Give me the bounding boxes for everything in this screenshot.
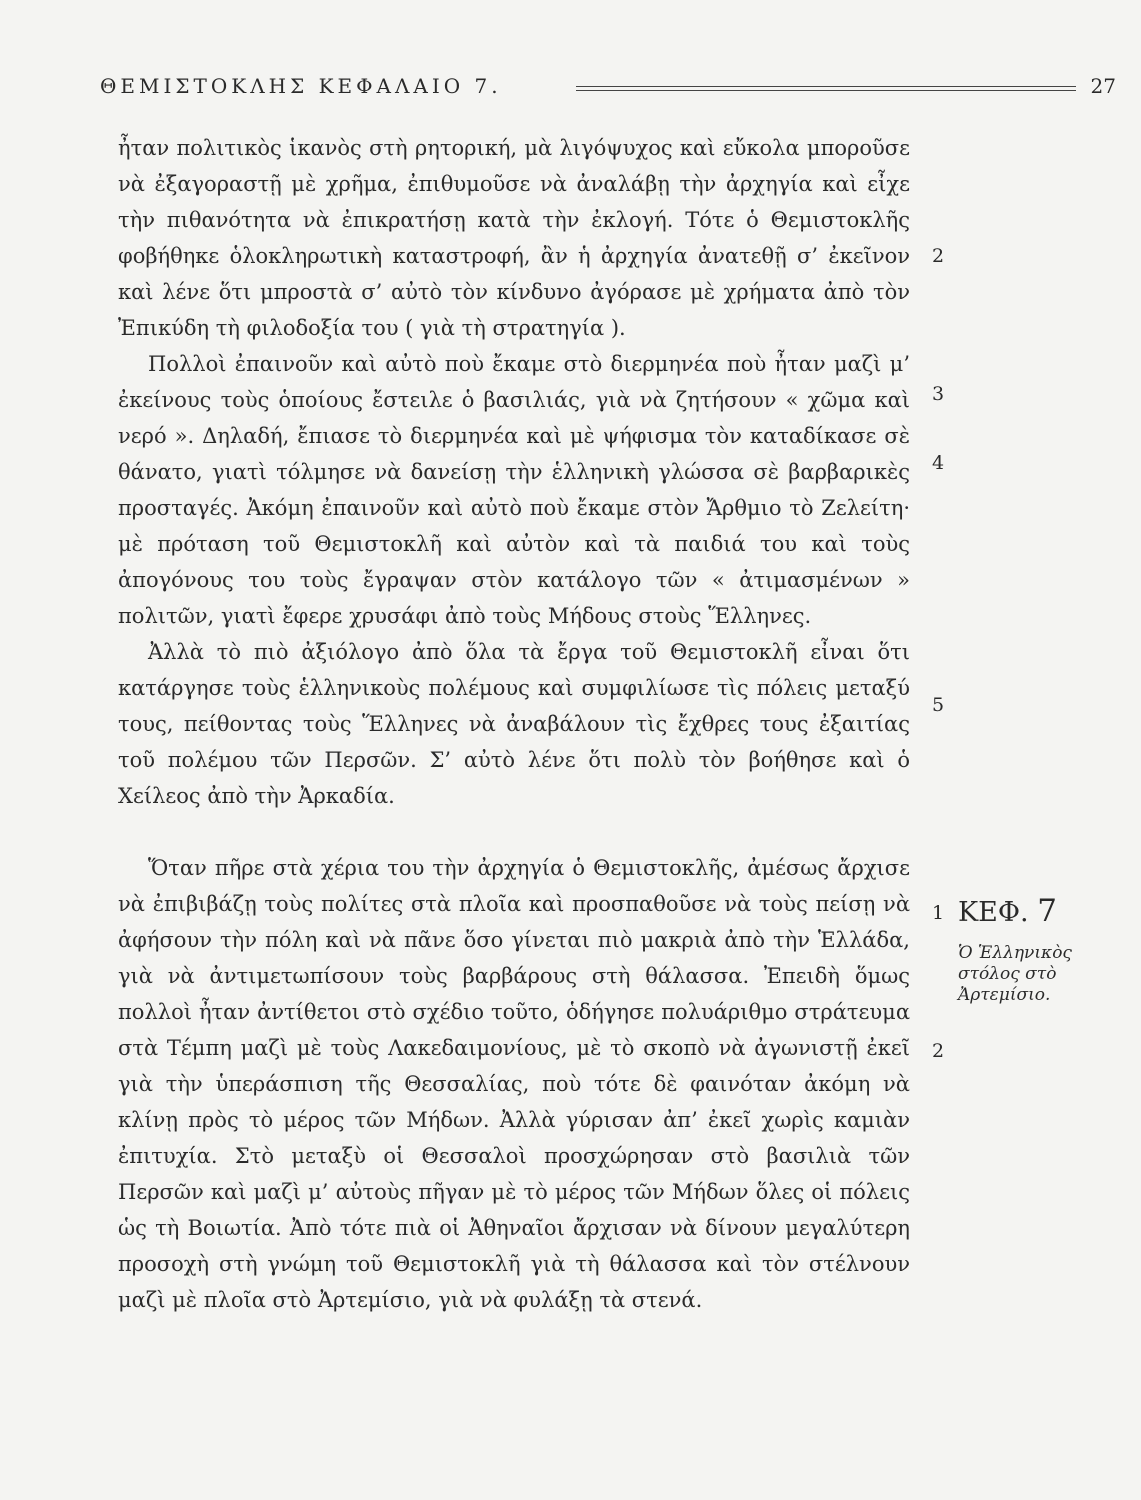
running-head: ΘΕΜΙΣΤΟΚΛΗΣ ΚΕΦΑΛΑΙΟ 7. (100, 74, 502, 98)
main-text (118, 130, 910, 1318)
chapter-label (958, 893, 1128, 929)
chapter-side-heading (958, 893, 1128, 1006)
paragraph: Πολλοὶ ἐπαινοῦν καὶ αὐτὸ ποὺ ἔκαμε στὸ διερμηνέα ποὺ ἦταν μαζὶ μ’ ἐκείνους τοὺς ὁποίους ἔστειλε ὁ βασιλιάς, γιὰ νὰ ζητήσουν « χῶμα καὶ νερό ». Δηλαδή, ἔπιασε τὸ διερμηνέα καὶ μὲ ψήφισμα τὸν καταδίκασε σὲ θάνατο, γιατὶ τόλμησε νὰ δανείσῃ τὴν ἑλληνικὴ γλώσσα σὲ βαρβαρικὲς προσταγές. Ἀκόμη ἐπαινοῦν καὶ αὐτὸ ποὺ ἔκαμε στὸν Ἄρθμιο τὸ Ζελείτη· μὲ πρόταση τοῦ Θεμιστοκλῆ καὶ αὐτὸν καὶ τὰ παιδιά του καὶ τοὺς ἀπογόνους του τοὺς ἔγραψαν στὸν κατάλογο τῶν « ἀτιμασμένων » πολιτῶν, γιατὶ ἔφερε χρυσάφι ἀπὸ τοὺς Μήδους στοὺς Ἕλληνες. (118, 352, 910, 628)
margin-number: 1 (931, 902, 945, 924)
section-gap (118, 814, 910, 850)
paragraph: Ὅταν πῆρε στὰ χέρια του τὴν ἀρχηγία ὁ Θεμιστοκλῆς, ἀμέσως ἄρχισε νὰ ἐπιβιβάζῃ τοὺς πολίτες στὰ πλοῖα καὶ προσπαθοῦσε νὰ τοὺς πείσῃ νὰ ἀφήσουν τὴν πόλη καὶ νὰ πᾶνε ὅσο γίνεται πιὸ μακριὰ ἀπὸ τὴν Ἑλλάδα, γιὰ νὰ ἀντιμετωπίσουν τοὺς βαρβάρους στὴ θάλασσα. Ἐπειδὴ ὅμως πολλοὶ ἦταν ἀντίθετοι στὸ σχέδιο τοῦτο, ὁδήγησε πολυάριθμο στράτευμα στὰ Τέμπη μαζὶ μὲ τοὺς Λακεδαιμονίους, μὲ τὸ σκοπὸ νὰ ἀγωνιστῇ ἐκεῖ γιὰ τὴν ὑπεράσπιση τῆς Θεσσαλίας, ποὺ τότε δὲ φαινόταν ἀκόμη νὰ κλίνῃ πρὸς τὸ μέρος τῶν Μήδων. Ἀλλὰ γύρισαν ἀπ’ ἐκεῖ χωρὶς καμιὰν ἐπιτυχία. Στὸ μεταξὺ οἱ Θεσσαλοὶ προσχώρησαν στὸ βασιλιὰ τῶν Περσῶν καὶ μαζὶ μ’ αὐτοὺς πῆγαν μὲ τὸ μέρος τῶν Μήδων ὅλες οἱ πόλεις ὡς τὴ Βοιωτία. Ἀπὸ τότε πιὰ οἱ Ἀθηναῖοι ἄρχισαν νὰ δίνουν μεγαλύτερη προσοχὴ στὴ γνώμη τοῦ Θεμιστοκλῆ γιὰ τὴ θάλασσα καὶ τὸν στέλνουν μαζὶ μὲ πλοῖα στὸ Ἀρτεμίσιο, γιὰ νὰ φυλάξῃ τὰ στενά. (118, 856, 910, 1312)
chapter-number: 7 (1037, 893, 1057, 929)
margin-number: 2 (931, 245, 945, 267)
margin-number: 3 (931, 383, 945, 405)
header-rule (576, 86, 1076, 91)
margin-number: 4 (931, 452, 945, 474)
margin-number: 2 (931, 1040, 945, 1062)
chapter-subtitle: Ὁ Ἑλληνικὸς στόλος στὸ Ἀρτεμίσιο. (958, 943, 1072, 1005)
page-number: 27 (1090, 74, 1116, 98)
chapter-abbrev: ΚΕΦ. (958, 897, 1029, 928)
margin-number: 5 (931, 694, 945, 716)
paragraph: Ἀλλὰ τὸ πιὸ ἀξιόλογο ἀπὸ ὅλα τὰ ἔργα τοῦ Θεμιστοκλῆ εἶναι ὅτι κατάργησε τοὺς ἑλληνικοὺς πολέμους καὶ συμφιλίωσε τὶς πόλεις μεταξύ τους, πείθοντας τοὺς Ἕλληνες νὰ ἀναβάλουν τὶς ἔχθρες τους ἐξαιτίας τοῦ πολέμου τῶν Περσῶν. Σ’ αὐτὸ λένε ὅτι πολὺ τὸν βοήθησε καὶ ὁ Χείλεος ἀπὸ τὴν Ἀρκαδία. (118, 640, 910, 808)
paragraph: ἦταν πολιτικὸς ἱκανὸς στὴ ρητορική, μὰ λιγόψυχος καὶ εὔκολα μποροῦσε νὰ ἐξαγοραστῇ μὲ χρῆμα, ἐπιθυμοῦσε νὰ ἀναλάβῃ τὴν ἀρχηγία καὶ εἶχε τὴν πιθανότητα νὰ ἐπικρατήσῃ κατὰ τὴν ἐκλογή. Τότε ὁ Θεμιστοκλῆς φοβήθηκε ὁλοκληρωτικὴ καταστροφή, ἂν ἡ ἀρχηγία ἀνατεθῇ σ’ ἐκεῖνον καὶ λένε ὅτι μπροστὰ σ’ αὐτὸ τὸν κίνδυνο ἀγόρασε μὲ χρήματα ἀπὸ τὸν Ἐπικύδη τὴ φιλοδοξία του ( γιὰ τὴ στρατηγία ). (118, 136, 910, 340)
page-header (100, 72, 1116, 102)
